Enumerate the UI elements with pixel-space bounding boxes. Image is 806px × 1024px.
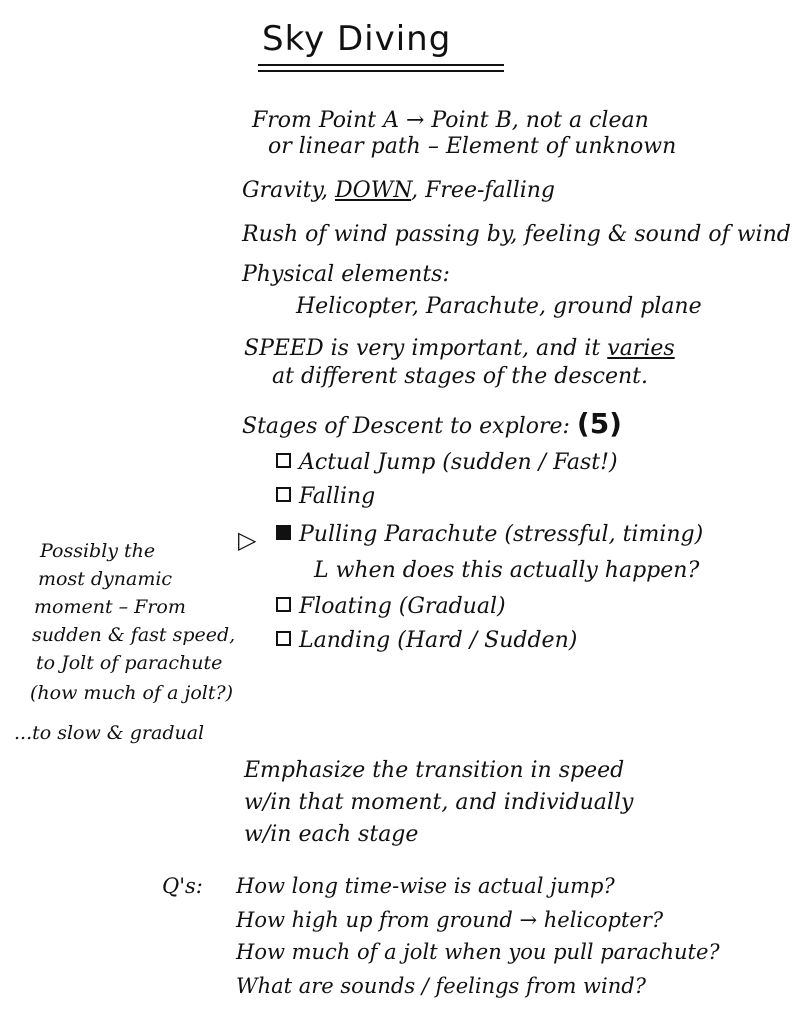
stage-sub-note: L when does this actually happen? — [314, 558, 700, 583]
side-note-line: sudden & fast speed, — [32, 624, 236, 646]
question-line: How long time-wise is actual jump? — [236, 874, 615, 898]
checkbox-icon — [276, 597, 291, 612]
question-line: How much of a jolt when you pull parachute? — [236, 940, 720, 964]
free-falling-text: , Free-falling — [411, 178, 556, 203]
question-line: What are sounds / feelings from wind? — [236, 974, 646, 998]
note-line-2: or linear path – Element of unknown — [268, 134, 677, 159]
note-line-1: From Point A → Point B, not a clean — [252, 108, 649, 133]
stage-item — [276, 596, 506, 618]
stage-label: Pulling Parachute (stressful, timing) — [299, 522, 704, 547]
question-line: How high up from ground → helicopter? — [236, 908, 664, 932]
stage-label: Falling — [299, 484, 376, 509]
stage-item — [276, 524, 703, 546]
side-note-line: most dynamic — [38, 568, 173, 590]
checkbox-icon — [276, 453, 291, 468]
title-underline-top — [258, 64, 504, 66]
emphasize-line: w/in that moment, and individually — [244, 790, 634, 815]
title-underline-bottom — [258, 70, 504, 72]
side-note-line: (how much of a jolt?) — [30, 682, 234, 704]
emphasize-line: Emphasize the transition in speed — [244, 758, 625, 783]
filled-checkbox-icon — [276, 525, 291, 540]
down-text: DOWN — [335, 178, 412, 203]
questions-label: Q's: — [162, 874, 203, 898]
stage-item — [276, 452, 618, 474]
side-note-line: Possibly the — [40, 540, 156, 562]
arrow-icon: ▷ — [238, 526, 257, 554]
note-line-5: Physical elements: — [242, 262, 450, 287]
stages-text: Stages of Descent to explore: — [242, 414, 577, 439]
note-line-7 — [244, 338, 675, 360]
varies-text: varies — [607, 336, 675, 361]
note-line-9 — [242, 407, 622, 440]
gravity-text: Gravity, — [242, 178, 336, 203]
checkbox-icon — [276, 487, 291, 502]
page-title: Sky Diving — [262, 19, 452, 59]
checkbox-icon — [276, 631, 291, 646]
side-note-line: to Jolt of parachute — [36, 652, 223, 674]
stage-label: Landing (Hard / Sudden) — [299, 628, 578, 653]
stage-label: Floating (Gradual) — [299, 594, 506, 619]
speed-text: SPEED is very important, and it — [244, 336, 608, 361]
emphasize-line: w/in each stage — [244, 822, 419, 847]
stage-item — [276, 630, 577, 652]
stage-label: Actual Jump (sudden / Fast!) — [299, 450, 618, 475]
note-line-6: Helicopter, Parachute, ground plane — [296, 294, 702, 319]
note-line-3 — [242, 180, 555, 202]
note-line-8: at different stages of the descent. — [272, 364, 648, 389]
note-line-4: Rush of wind passing by, feeling & sound of wind — [242, 222, 791, 247]
side-note-line: moment – From — [34, 596, 186, 618]
side-note-line: ...to slow & gradual — [14, 722, 205, 744]
stages-count: (5) — [576, 407, 622, 440]
stage-item — [276, 486, 375, 508]
